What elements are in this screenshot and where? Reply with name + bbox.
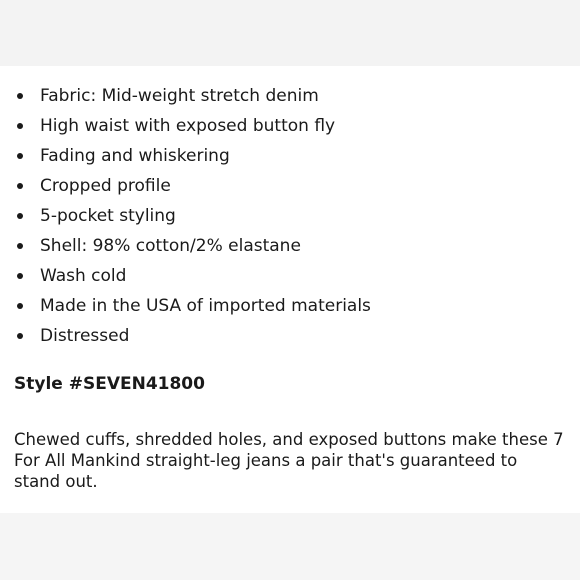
bullet-icon xyxy=(17,303,23,309)
product-description: Chewed cuffs, shredded holes, and exposed buttons make these 7 For All Mankind straight-leg jeans a pair that's guaranteed to stand out. xyxy=(14,430,564,491)
list-item xyxy=(14,294,371,324)
list-item xyxy=(14,174,371,204)
feature-list xyxy=(14,84,371,354)
top-band xyxy=(0,0,580,66)
list-item-text: Distressed xyxy=(40,326,130,346)
list-item xyxy=(14,84,371,114)
list-item xyxy=(14,144,371,174)
product-details-panel xyxy=(0,66,580,513)
style-number: Style #SEVEN41800 xyxy=(14,374,205,394)
bullet-icon xyxy=(17,273,23,279)
list-item-text: 5-pocket styling xyxy=(40,206,176,226)
list-item-text: Fading and whiskering xyxy=(40,146,230,166)
list-item xyxy=(14,234,371,264)
list-item-text: Cropped profile xyxy=(40,176,171,196)
list-item xyxy=(14,114,371,144)
bullet-icon xyxy=(17,123,23,129)
bullet-icon xyxy=(17,213,23,219)
bullet-icon xyxy=(17,183,23,189)
list-item xyxy=(14,324,371,354)
list-item-text: Shell: 98% cotton/2% elastane xyxy=(40,236,301,256)
bullet-icon xyxy=(17,333,23,339)
list-item xyxy=(14,264,371,294)
bottom-band xyxy=(0,513,580,580)
list-item xyxy=(14,204,371,234)
bullet-icon xyxy=(17,93,23,99)
list-item-text: Made in the USA of imported materials xyxy=(40,296,371,316)
bullet-icon xyxy=(17,153,23,159)
list-item-text: Fabric: Mid-weight stretch denim xyxy=(40,86,319,106)
bullet-icon xyxy=(17,243,23,249)
list-item-text: Wash cold xyxy=(40,266,127,286)
list-item-text: High waist with exposed button fly xyxy=(40,116,336,136)
